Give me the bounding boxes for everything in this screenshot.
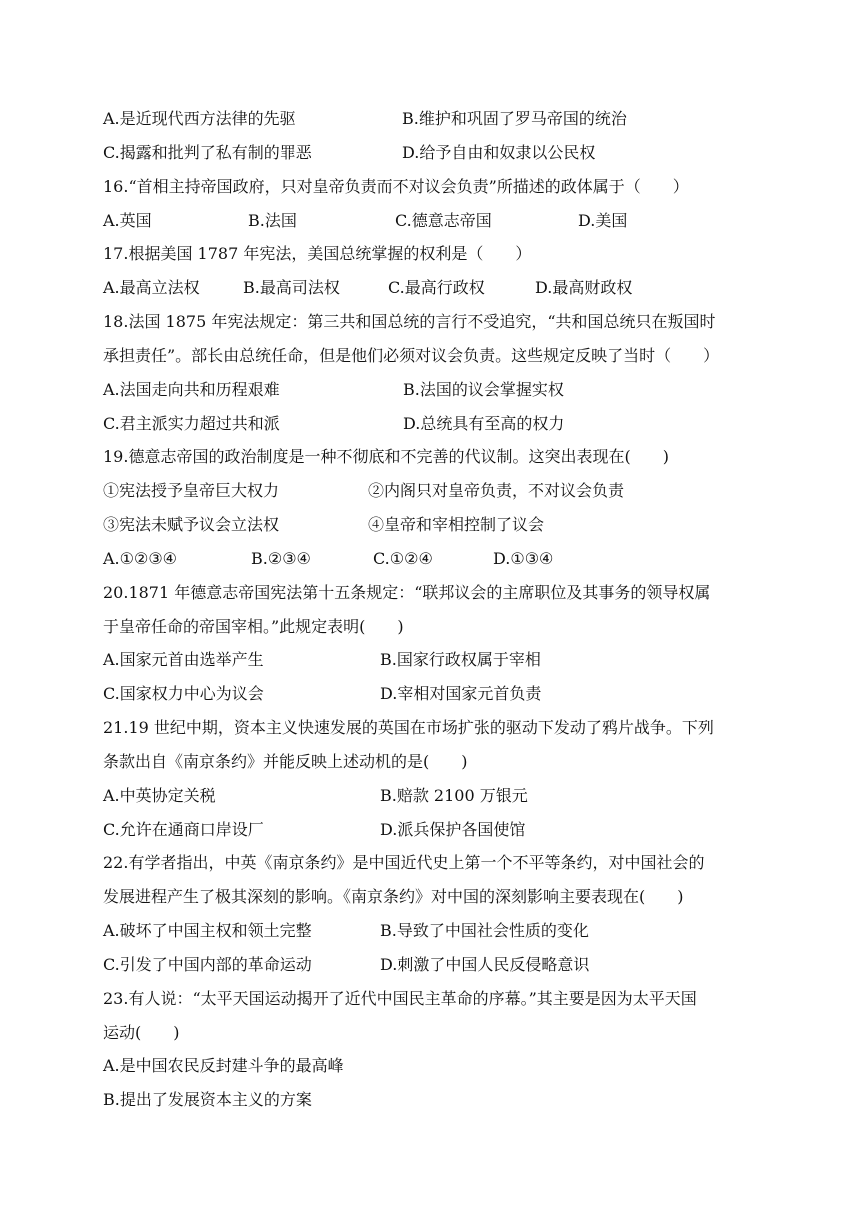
option-c: C.揭露和批判了私有制的罪恶 [103, 143, 312, 162]
option-b: B.最高司法权 [243, 278, 340, 297]
option-a: A.国家元首由选举产生 [103, 650, 264, 669]
option-a: A.最高立法权 [103, 278, 200, 297]
option-a: A.法国走向共和历程艰难 [103, 380, 280, 399]
question-18-line-2: 承担责任”。部长由总统任命，但是他们必须对议会负责。这些规定反映了当时（ ） [103, 346, 720, 365]
question-21-line-2: 条款出自《南京条约》并能反映上述动机的是( ) [103, 752, 468, 771]
option-d: D.宰相对国家元首负责 [380, 684, 542, 703]
option-d: D.总统具有至高的权力 [403, 414, 565, 433]
statement-1: ①宪法授予皇帝巨大权力 [103, 481, 280, 500]
statement-4: ④皇帝和宰相控制了议会 [368, 515, 545, 534]
option-a: A.是中国农民反封建斗争的最高峰 [103, 1056, 344, 1075]
question-20-line-2: 于皇帝任命的帝国宰相。”此规定表明( ) [103, 617, 404, 636]
option-b: B.维护和巩固了罗马帝国的统治 [402, 109, 627, 128]
question-17: 17.根据美国 1787 年宪法，美国总统掌握的权利是（ ） [103, 244, 532, 263]
statement-2: ②内阁只对皇帝负责，不对议会负责 [368, 481, 625, 500]
option-d: D.①③④ [493, 549, 554, 568]
option-d: D.最高财政权 [535, 278, 633, 297]
option-d: D.刺激了中国人民反侵略意识 [380, 955, 590, 974]
option-a: A.中英协定关税 [103, 786, 216, 805]
option-b: B.②③④ [251, 549, 311, 568]
option-c: C.德意志帝国 [395, 211, 492, 230]
option-c: C.君主派实力超过共和派 [103, 414, 280, 433]
option-d: D.派兵保护各国使馆 [380, 820, 526, 839]
option-b: B.法国的议会掌握实权 [403, 380, 564, 399]
question-20-line-1: 20.1871 年德意志帝国宪法第十五条规定：“联邦议会的主席职位及其事务的领导权属 [103, 583, 711, 602]
option-b: B.国家行政权属于宰相 [380, 650, 541, 669]
question-22-line-2: 发展进程产生了极其深刻的影响。《南京条约》对中国的深刻影响主要表现在( ) [103, 887, 684, 906]
question-19: 19.德意志帝国的政治制度是一种不彻底和不完善的代议制。这突出表现在( ) [103, 447, 669, 466]
option-c: C.允许在通商口岸设厂 [103, 820, 264, 839]
option-b: B.法国 [248, 211, 297, 230]
option-a: A.①②③④ [103, 549, 178, 568]
question-16: 16.“首相主持帝国政府，只对皇帝负责而不对议会负责”所描述的政体属于（ ） [103, 177, 689, 196]
option-d: D.给予自由和奴隶以公民权 [402, 143, 596, 162]
option-a: A.破坏了中国主权和领土完整 [103, 921, 312, 940]
option-c: C.国家权力中心为议会 [103, 684, 264, 703]
statement-3: ③宪法未赋予议会立法权 [103, 515, 280, 534]
option-a: A.是近现代西方法律的先驱 [103, 109, 296, 128]
question-23-line-1: 23.有人说：“太平天国运动揭开了近代中国民主革命的序幕。”其主要是因为太平天国 [103, 989, 697, 1008]
question-18-line-1: 18.法国 1875 年宪法规定：第三共和国总统的言行不受追究，“共和国总统只在叛国时 [103, 312, 716, 331]
option-b: B.导致了中国社会性质的变化 [380, 921, 589, 940]
option-a: A.英国 [103, 211, 152, 230]
option-c: C.①②④ [373, 549, 433, 568]
question-22-line-1: 22.有学者指出，中英《南京条约》是中国近代史上第一个不平等条约，对中国社会的 [103, 853, 705, 872]
question-21-line-1: 21.19 世纪中期，资本主义快速发展的英国在市场扩张的驱动下发动了鸦片战争。下列 [103, 718, 714, 737]
option-c: C.最高行政权 [388, 278, 485, 297]
option-b: B.提出了发展资本主义的方案 [103, 1090, 312, 1109]
option-c: C.引发了中国内部的革命运动 [103, 955, 312, 974]
question-23-line-2: 运动( ) [103, 1023, 180, 1042]
option-b: B.赔款 2100 万银元 [380, 786, 528, 805]
option-d: D.美国 [578, 211, 628, 230]
